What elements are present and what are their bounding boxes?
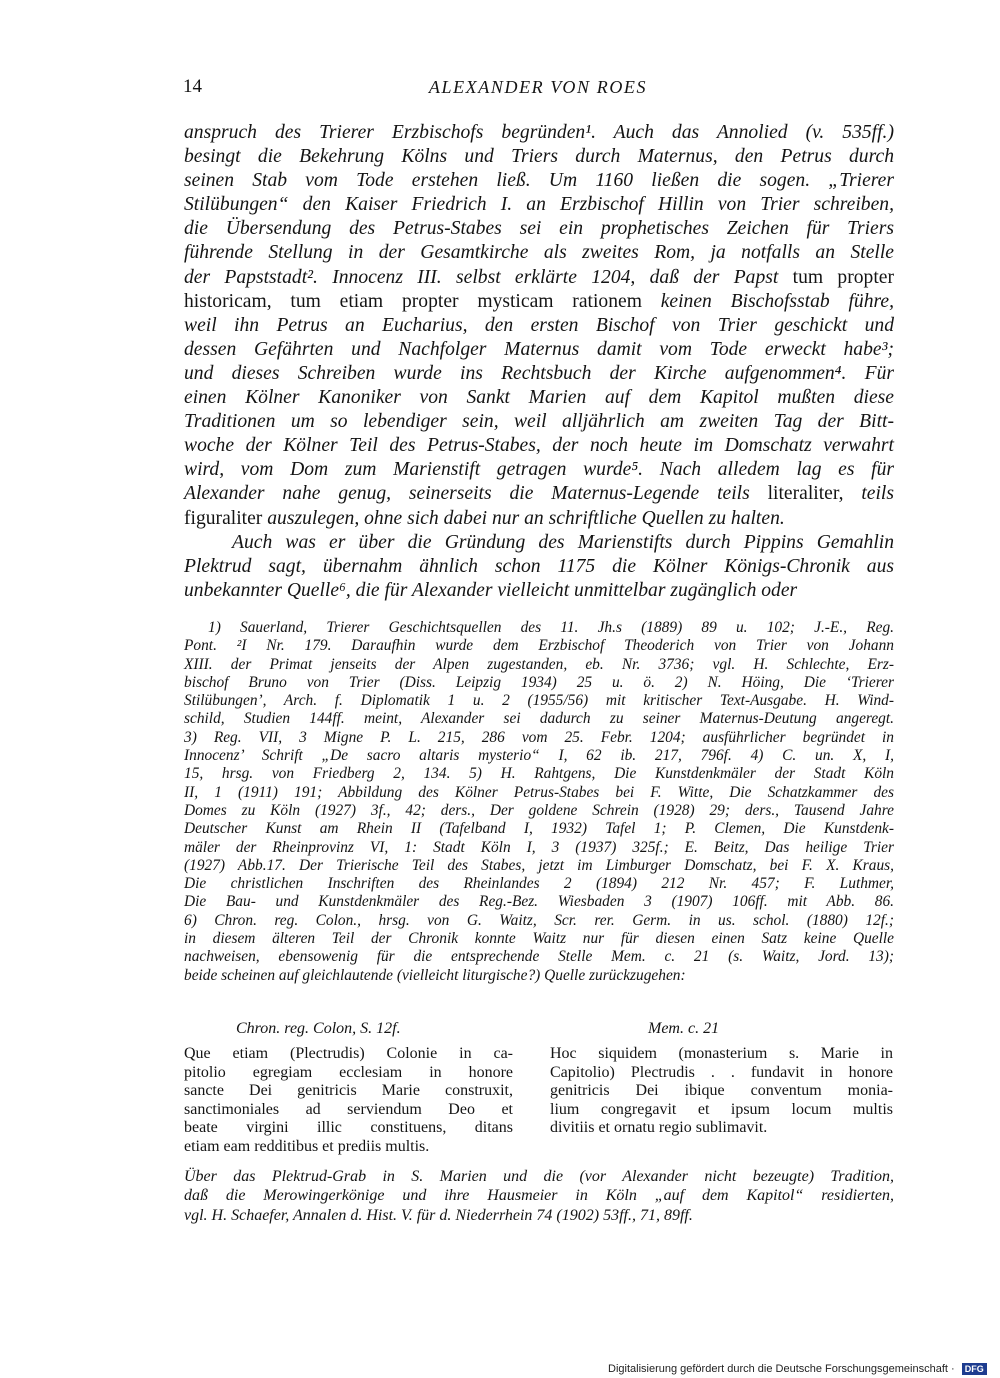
text-run: tum propter [792,266,894,288]
text-run: unbekannter Quelle⁶, die für Alexander vielleicht unmittelbar zugänglich oder [184,579,798,601]
footnote-line: Domes zu Köln (1927) 3f., 42; ders., Der goldene Schrein (1928) 29; ders., Tausend Jahre [184,801,894,819]
left-quote-line: sancte Dei genitricis Marie construxit, [184,1082,513,1100]
right-quote-line: Capitolio) Plectrudis . . fundavit in honore [550,1063,893,1081]
footnote-line: nachweisen, ebensowenig für die entsprechende Stelle Mem. c. 21 (s. Waitz, Jord. 13); [184,948,894,966]
left-quote-line: etiam eam redditibus et prediis multis. [184,1137,430,1155]
text-run: Traditionen um so lebendiger sein, weil alljährlich am zweiten Tag der Bitt- [184,411,894,433]
text-run: anspruch des Trierer Erzbischofs begründen¹. Auch das Annolied (v. 535ff.) [184,122,894,143]
footnote-line: Deutscher Kunst am Rhein II (Tafelband I, 1932) Tafel 1; P. Clemen, Die Kunstdenk- [184,820,894,838]
digitization-footer [608,1363,987,1377]
footnote-line: Innocenz’ Schrift „De sacro altaris mysterio“ I, 62 ib. 217, 796f. 4) C. un. X, I, [184,747,894,765]
left-quote-line: beate virgini illic constituens, ditans [184,1119,513,1137]
footnote-continuation-line: Über das Plektrud-Grab in S. Marien und die (vor Alexander nicht bezeugte) Tradition, [184,1168,894,1185]
footnote-line: Pont. ²I Nr. 179. Daraufhin wurde dem Erzbischof Theoderich von Trier von Johann [184,637,894,655]
text-line [184,507,894,531]
text-line [184,555,894,579]
footnote-line: 15, hrsg. von Friedberg 2, 134. 5) H. Rahtgens, Die Kunstdenkmäler der Stadt Köln [184,765,894,783]
right-quote-line: lium congregavit et ipsum locum multis [550,1100,893,1118]
parallel-source-headings [184,1020,894,1042]
text-line [184,217,894,241]
text-run: seinen Stab vom Tode erstehen ließ. Um 1160 ließen die sogen. „Trierer [184,170,894,192]
footnote-line: Die christlichen Inschriften des Rheinlandes 2 (1894) 212 Nr. 457; F. Luthmer, [184,875,894,893]
left-source-heading: Chron. reg. Colon, S. 12f. [236,1020,401,1037]
text-line [184,531,894,555]
text-run: keinen Bischofsstab führe, [660,290,895,312]
page-header [183,76,893,102]
footnote-line: XIII. der Primat jenseits der Alpen zugestanden, eb. Nr. 3736; vgl. H. Schlechte, Erz- [184,655,894,673]
footnote-line: 6) Chron. reg. Colon., hrsg. von G. Waitz, Scr. rer. Germ. in us. schol. (1880) 12f.; [184,911,894,929]
text-line [184,434,894,458]
footnote-line: in diesem älteren Teil der Chronik konnte Waitz nur für diesen einen Satz keine Quelle [184,930,894,948]
footnote-line: beide scheinen auf gleichlautende (vielleicht liturgische?) Quelle zurückzugehen: [184,966,686,984]
dfg-logo: DFG [962,1363,987,1375]
text-run: Alexander nahe genug, seinerseits die Maternus-Legende teils [184,483,768,505]
left-source-quote [184,1045,513,1157]
footnote-line: 1) Sauerland, Trierer Geschichtsquellen des 11. Jh.s (1889) 89 u. 102; J.-E., Reg. [208,619,894,636]
main-body-text [184,121,894,603]
text-line [184,410,894,434]
right-quote-line: Hoc siquidem (monasterium s. Marie in [550,1045,893,1062]
text-line [184,193,894,217]
text-run: der Papststadt². Innocenz III. selbst erklärte 1204, daß der Papst [184,266,793,288]
text-run: figuraliter [184,507,268,529]
text-run: wird, vom Dom zum Marienstift getragen wurde⁵. Nach alledem lag es für [184,459,894,481]
footnote-line: Die Bau- und Kunstdenkmäler des Reg.-Bez. Wiesbaden 3 (1907) 106ff. mit Abb. 86. [184,893,894,911]
text-line [184,145,894,169]
text-run: führende Stellung in der Gesamtkirche als zweites Rom, ja notfalls an Stelle [184,242,894,264]
text-run: literaliter, [767,483,862,505]
left-quote-line: pitolio egregiam ecclesiam in honore [184,1063,513,1081]
footnote-line: (1927) Abb.17. Der Trierische Teil des Stabes, jetzt im Limburger Domschatz, bei F. X. Kraus, [184,856,894,874]
text-run: Plektrud sagt, übernahm ähnlich schon 1175 die Kölner Königs-Chronik aus [184,555,894,577]
text-line [184,266,894,290]
text-line [184,386,894,410]
footnote-line: 3) Reg. VII, 3 Migne P. L. 215, 286 vom 25. Febr. 1204; ausführlicher begründet in [184,728,894,746]
text-line [184,338,894,362]
text-run: und dieses Schreiben wurde ins Rechtsbuch der Kirche aufgenommen⁴. Für [184,362,894,384]
footnote-line: Stilübungen’, Arch. f. Diplomatik 1 u. 2 (1955/56) mit kritischer Text-Ausgabe. H. Wind- [184,692,894,710]
text-line [184,482,894,506]
footnote-continuation [184,1167,894,1225]
left-quote-line: sanctimoniales ad serviendum Deo et [184,1100,513,1118]
text-line [184,314,894,338]
right-quote-line: genitricis Dei ibique conventum monia- [550,1082,893,1100]
footnote-continuation-line: daß die Merowingerkönige und ihre Hausmeier in Köln „auf dem Kapitol“ residierten, [184,1187,894,1205]
text-line [184,458,894,482]
text-line [184,579,894,603]
left-quote-line: Que etiam (Plectrudis) Colonie in ca- [184,1045,513,1062]
footnote-line: II, 1 (1911) 191; Abbildung des Kölner Petrus-Stabes bei F. Witte, Die Schatzkammer des [184,783,894,801]
text-run: dessen Gefährten und Nachfolger Maternus damit vom Tode erweckt habe³; [184,338,894,360]
footnote-line: mäler der Rheinprovinz VI, 1: Stadt Köln I, 3 (1937) 325f.; E. Beitz, Das heilige Trier [184,838,894,856]
text-line [184,241,894,265]
footnote-line: schild, Studien 144ff. meint, Alexander sei dadurch zu seiner Maternus-Deutung angeregt. [184,710,894,728]
text-run: Auch was er über die Gründung des Marienstifts durch Pippins Gemahlin [232,531,894,553]
footer-credit-text: Digitalisierung gefördert durch die Deutsche Forschungsgemeinschaft · [608,1363,955,1375]
footnote-line: bischof Bruno von Trier (Diss. Leipzig 1934) 25 u. ö. 2) N. Höing, Die ‘Trierer [184,673,894,691]
text-run: woche der Kölner Teil des Petrus-Stabes, der noch heute im Domschatz verwahrt [184,435,894,457]
running-title: ALEXANDER VON ROES [428,77,648,97]
right-quote-line: divitiis et ornatu regio sublimavit. [550,1119,768,1137]
text-line [184,121,894,145]
text-run: weil ihn Petrus an Eucharius, den ersten Bischof von Trier geschickt und [184,314,894,336]
footnote-continuation-line: vgl. H. Schaefer, Annalen d. Hist. V. für d. Niederrhein 74 (1902) 53ff., 71, 89ff. [184,1206,693,1224]
text-line [184,290,894,314]
text-run: besingt die Bekehrung Kölns und Triers durch Maternus, den Petrus durch [184,146,894,168]
text-line [184,362,894,386]
text-run: auszulegen, ohne sich dabei nur an schriftliche Quellen zu halten. [267,507,785,529]
text-run: teils [861,483,894,505]
text-run: historicam, tum etiam propter mysticam rationem [184,290,661,312]
text-run: Stilübungen“ den Kaiser Friedrich I. an Erzbischof Hillin von Trier schreiben, [184,194,894,216]
right-source-heading: Mem. c. 21 [648,1020,720,1037]
footnotes [184,619,894,985]
text-line [184,169,894,193]
page-number: 14 [183,76,202,97]
text-run: einen Kölner Kanoniker von Sankt Marien auf dem Kapitol mußten diese [184,387,894,409]
right-source-quote [550,1045,893,1138]
text-run: die Übersendung des Petrus-Stabes sei ein prophetisches Zeichen für Triers [184,218,894,240]
